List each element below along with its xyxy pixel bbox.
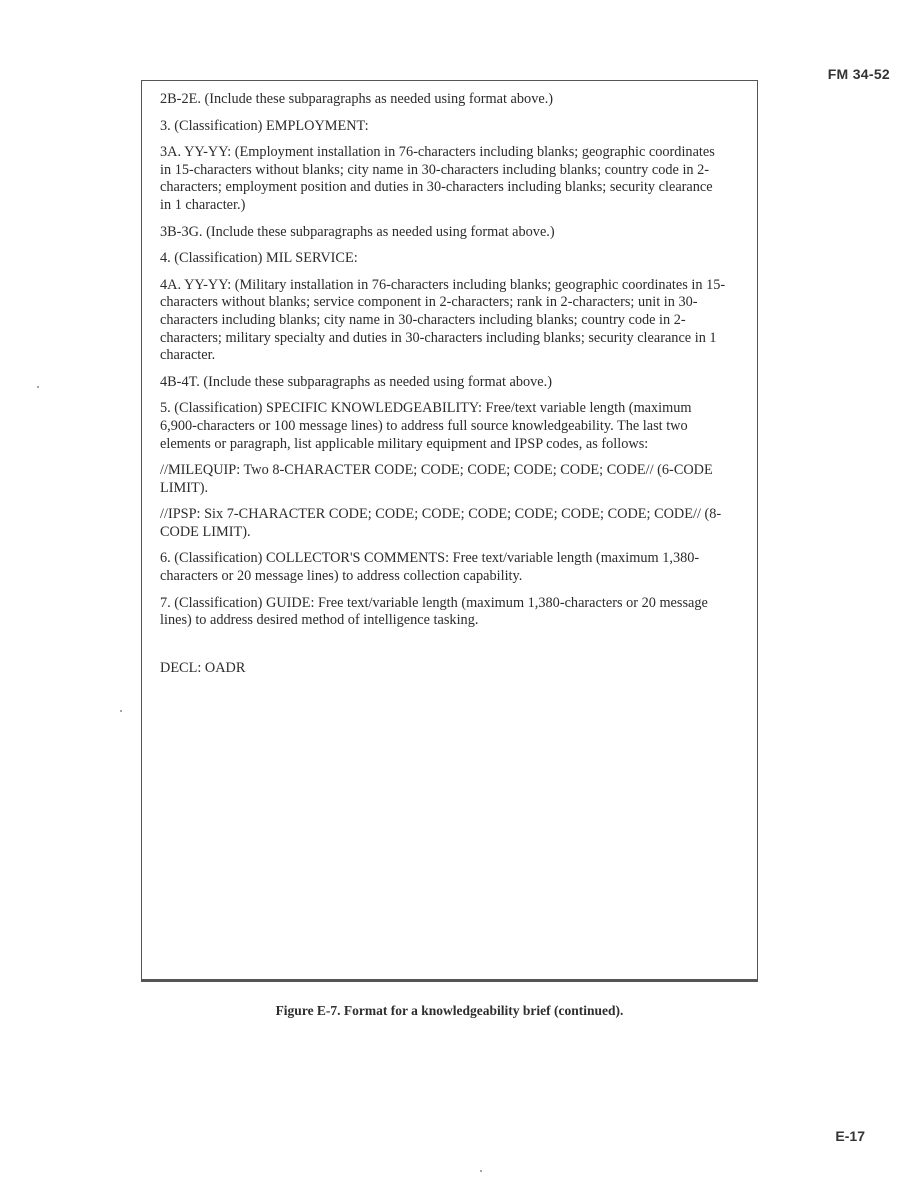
paragraph-4b-4t: 4B-4T. (Include these subparagraphs as needed using format above.) [160,373,552,390]
paragraph-3b-3g: 3B-3G. (Include these subparagraphs as needed using format above.) [160,223,555,240]
paragraph-3a: 3A. YY-YY: (Employment installation in 76-characters including blanks; geographic coordinates in 15-characters without blanks; city name in 30-characters including blanks; country code in 2-characters; employment position and duties in 30-characters including blanks; security clearance in 1 character.) [160,144,715,213]
scan-speck [120,710,122,712]
figure-frame [141,80,758,982]
declassification-line: DECL: OADR [160,659,246,676]
paragraph-4a: 4A. YY-YY: (Military installation in 76-characters including blanks; geographic coordinates in 15-characters without blanks; service component in 2-characters; rank in 2-characters; unit in 30-characters including blanks; city name in 30-characters including blanks; country code in 2-characters; military specialty and duties in 30-characters including blanks; security clearance in 1 character. [160,276,726,364]
paragraph-2b-2e: 2B-2E. (Include these subparagraphs as needed using format above.) [160,91,554,107]
page-header-doc-id: FM 34-52 [827,66,890,82]
scan-speck [480,1170,482,1172]
figure-content [160,91,726,686]
paragraph-ipsp: //IPSP: Six 7-CHARACTER CODE; CODE; CODE; CODE; CODE; CODE; CODE; CODE// (8-CODE LIMIT). [160,506,722,540]
paragraph-4-mil-service: 4. (Classification) MIL SERVICE: [160,250,358,267]
figure-caption: Figure E-7. Format for a knowledgeability brief (continued). [275,1003,624,1018]
paragraph-5-specific-knowledgeability: 5. (Classification) SPECIFIC KNOWLEDGEABILITY: Free/text variable length (maximum 6,900-characters or 100 message lines) to address full source knowledgeability. The last two elements or paragraph, list applicable military equipment and IPSP codes, as follows: [160,400,692,452]
scan-speck [37,386,39,388]
page-number: E-17 [835,1128,865,1144]
paragraph-7-guide: 7. (Classification) GUIDE: Free text/variable length (maximum 1,380-characters or 20 message lines) to address desired method of intelligence tasking. [160,594,708,629]
paragraph-3-employment: 3. (Classification) EMPLOYMENT: [160,117,369,134]
paragraph-milequip: //MILEQUIP: Two 8-CHARACTER CODE; CODE; CODE; CODE; CODE; CODE// (6-CODE LIMIT). [160,462,713,496]
paragraph-6-collector-comments: 6. (Classification) COLLECTOR'S COMMENTS: Free text/variable length (maximum 1,380-characters or 20 message lines) to address collection capability. [160,550,700,585]
